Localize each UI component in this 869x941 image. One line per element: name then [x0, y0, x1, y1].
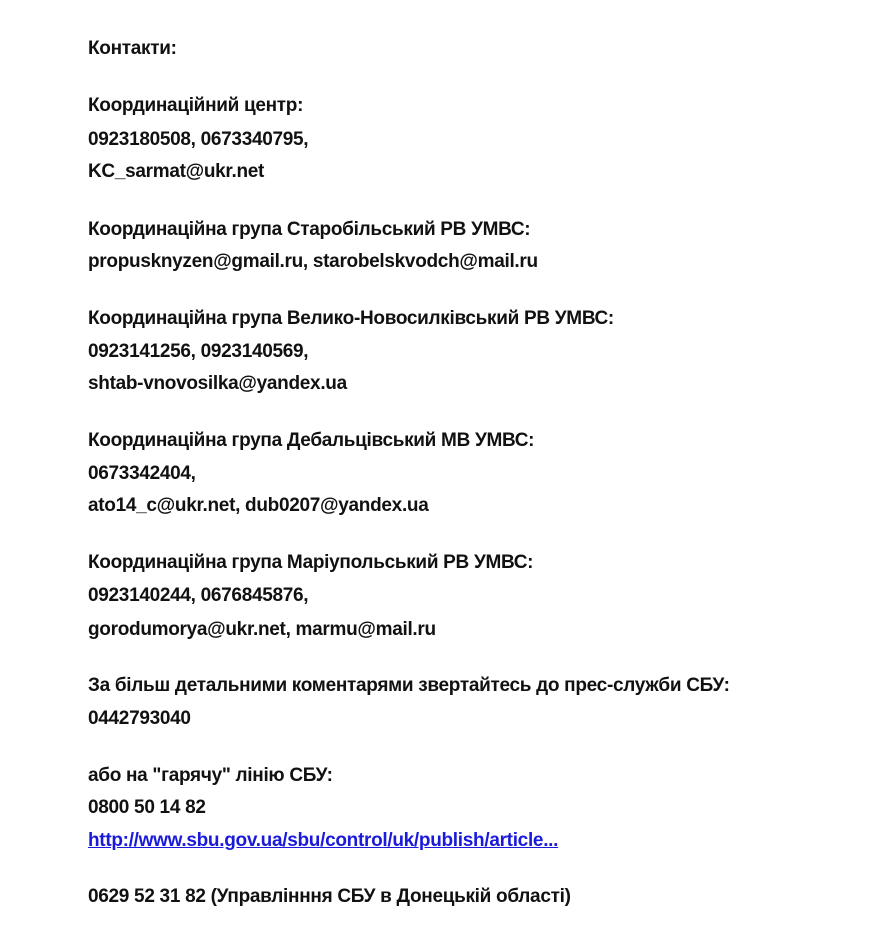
mariupol-phones: 0923140244, 0676845876, — [88, 585, 309, 606]
contacts-heading: Контакти: — [88, 38, 177, 59]
coordination-center-phones: 0923180508, 0673340795, — [88, 129, 309, 150]
sbu-article-link[interactable]: http://www.sbu.gov.ua/sbu/control/uk/publish/article... — [88, 830, 559, 851]
hotline-text: або на "гарячу" лінію СБУ: — [88, 765, 333, 786]
block-title-coordination-center: Координаційний центр: — [88, 95, 304, 116]
velyko-novosilkivskyi-email: shtab-vnovosilka@yandex.ua — [88, 373, 347, 394]
velyko-novosilkivskyi-phones: 0923141256, 0923140569, — [88, 341, 309, 362]
debaltseve-emails: ato14_c@ukr.net, dub0207@yandex.ua — [88, 495, 429, 516]
press-service-text: За більш детальними коментарями звертайтесь до прес-служби СБУ: — [88, 675, 730, 696]
block-title-debaltseve: Координаційна група Дебальцівський МВ УМВС: — [88, 430, 535, 451]
coordination-center-email: KC_sarmat@ukr.net — [88, 161, 265, 182]
starobilsk-emails: propusknyzen@gmail.ru, starobelskvodch@mail.ru — [88, 251, 538, 272]
debaltseve-phone: 0673342404, — [88, 463, 196, 484]
press-service-phone: 0442793040 — [88, 708, 191, 729]
mariupol-emails: gorodumorya@ukr.net, marmu@mail.ru — [88, 619, 436, 640]
block-title-starobilsk: Координаційна група Старобільський РВ УМВС: — [88, 219, 531, 240]
donetsk-office-phone: 0629 52 31 82 (Управлінння СБУ в Донецькій області) — [88, 886, 571, 907]
block-title-mariupol: Координаційна група Маріупольський РВ УМВС: — [88, 552, 534, 573]
block-title-velyko-novosilkivskyi: Координаційна група Велико-Новосилківський РВ УМВС: — [88, 308, 614, 329]
hotline-phone: 0800 50 14 82 — [88, 797, 206, 818]
